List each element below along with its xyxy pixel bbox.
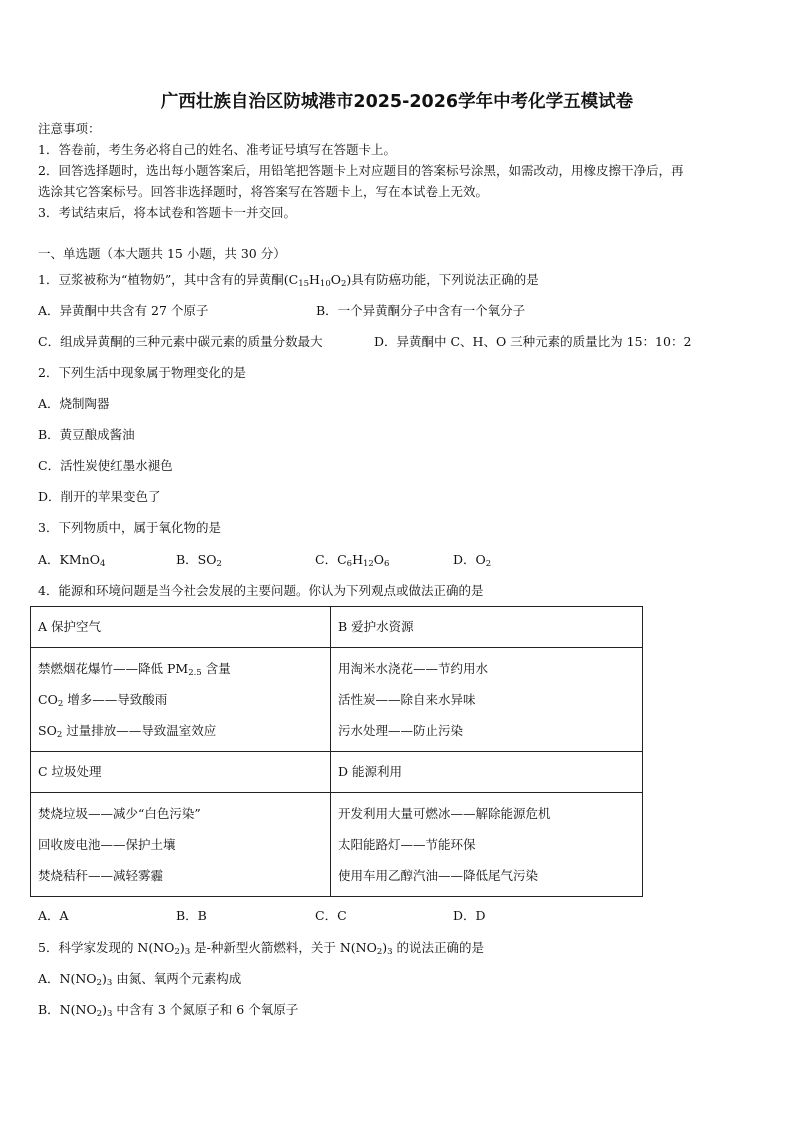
- q4-table-a-line-2: $CO_2$ 增多——导致酸雨: [38, 692, 168, 709]
- page-title: 广西壮族自治区防城港市2025-2026学年中考化学五模试卷: [160, 92, 634, 112]
- notice-item-1: 1．答卷前，考生务必将自己的姓名、准考证号填写在答题卡上。: [38, 142, 396, 157]
- q4-table-c-head: C 垃圾处理: [31, 752, 331, 793]
- q4-table-a-line-1: 禁燃烟花爆竹——降低 $PM_{2.5}$ 含量: [38, 661, 231, 678]
- q4-option-a: A．A: [38, 908, 69, 923]
- q4-table-c-line-3: 焚烧秸秆——减轻雾霾: [38, 868, 164, 883]
- q4-table-a-line-3: $SO_2$ 过量排放——导致温室效应: [38, 723, 217, 740]
- notice-heading: 注意事项：: [38, 121, 101, 136]
- q2-option-c: C．活性炭使红墨水褪色: [38, 458, 173, 473]
- q1-option-d: D．异黄酮中 C、H、O 三种元素的质量比为 15：10：2: [374, 334, 692, 349]
- q2-option-a: A．烧制陶器: [38, 396, 110, 411]
- q4-table-b-body: [331, 648, 643, 752]
- q2-option-d: D．削开的苹果变色了: [38, 489, 161, 504]
- q5-option-a: A．$N(NO_2)_3$ 由氮、氧两个元素构成: [38, 971, 242, 988]
- q4-table-a-head: A 保护空气: [31, 607, 331, 648]
- q4-table-b-head: B 爱护水资源: [331, 607, 643, 648]
- q4-table-d-line-2: 太阳能路灯——节能环保: [338, 837, 476, 852]
- q4-table: [30, 606, 643, 897]
- q4-table-b-line-1: 用淘米水浇花——节约用水: [338, 661, 489, 676]
- q4-table-b-line-2: 活性炭——除自来水异味: [338, 692, 476, 707]
- q1-stem: 1．豆浆被称为“植物奶”，其中含有的异黄酮$(C_{15}H_{10}O_2)$具有防癌功能，下列说法正确的是: [38, 272, 539, 289]
- q5-stem: 5．科学家发现的 $N(NO_2)_3$ 是-种新型火箭燃料，关于 $N(NO_2)_3$ 的说法正确的是: [38, 940, 485, 957]
- q3-option-d: D．$O_2$: [453, 552, 492, 569]
- q4-table-b-line-3: 污水处理——防止污染: [338, 723, 464, 738]
- q5-option-b: B．$N(NO_2)_3$ 中含有 3 个氮原子和 6 个氧原子: [38, 1002, 299, 1019]
- q1-option-b: B．一个异黄酮分子中含有一个氧分子: [316, 303, 526, 318]
- q4-table-d-body: [331, 793, 643, 897]
- q2-option-b: B．黄豆酿成酱油: [38, 427, 135, 442]
- q4-stem: 4．能源和环境问题是当今社会发展的主要问题。你认为下列观点或做法正确的是: [38, 583, 484, 598]
- q2-stem: 2．下列生活中现象属于物理变化的是: [38, 365, 246, 380]
- q4-table-c-line-1: 焚烧垃圾——减少“白色污染”: [38, 806, 201, 821]
- q3-stem: 3．下列物质中，属于氧化物的是: [38, 520, 221, 535]
- q4-table-c-body: [31, 793, 331, 897]
- q3-option-c: C．$C_6H_{12}O_6$: [315, 552, 390, 569]
- q4-table-d-line-3: 使用车用乙醇汽油——降低尾气污染: [338, 868, 539, 883]
- notice-item-2-cont: 选涂其它答案标号。回答非选择题时，将答案写在答题卡上，写在本试卷上无效。: [38, 184, 489, 199]
- q4-table-d-line-1: 开发利用大量可燃冰——解除能源危机: [338, 806, 551, 821]
- q4-table-a-body: [31, 648, 331, 752]
- q1-option-c: C．组成异黄酮的三种元素中碳元素的质量分数最大: [38, 334, 323, 349]
- q4-option-c: C．C: [315, 908, 347, 923]
- notice-item-3: 3．考试结束后，将本试卷和答题卡一并交回。: [38, 205, 296, 220]
- q4-option-b: B．B: [176, 908, 207, 923]
- notice-item-2: 2．回答选择题时，选出每小题答案后，用铅笔把答题卡上对应题目的答案标号涂黑，如需改动，用橡皮擦干净后，再: [38, 163, 684, 178]
- q3-option-a: A．KMnO$_4$: [38, 552, 106, 569]
- q4-table-c-line-2: 回收废电池——保护土壤: [38, 837, 176, 852]
- section-heading: 一、单选题（本大题共 15 小题，共 30 分）: [38, 246, 286, 261]
- q3-option-b: B．$SO_2$: [176, 552, 222, 569]
- q4-table-d-head: D 能源利用: [331, 752, 643, 793]
- q4-option-d: D．D: [453, 908, 486, 923]
- q1-option-a: A．异黄酮中共含有 27 个原子: [38, 303, 209, 318]
